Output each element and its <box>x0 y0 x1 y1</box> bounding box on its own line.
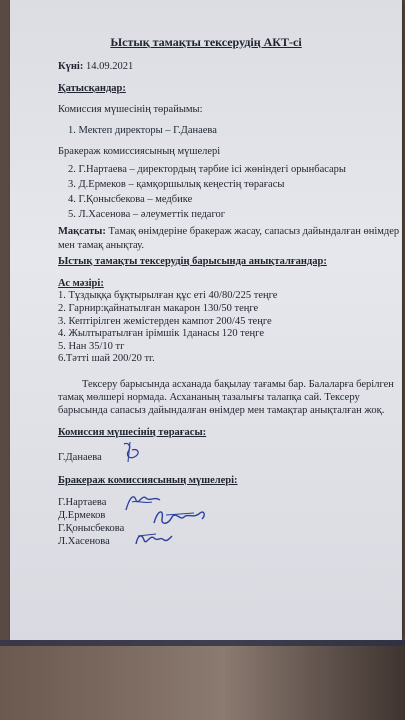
menu-item: 5. Нан 35/10 тг <box>58 341 125 352</box>
date-label: Күні: <box>58 61 84 72</box>
document-page <box>10 0 402 640</box>
menu-heading: Ас мәзірі: <box>58 278 104 289</box>
document-title: Ыстық тамақты тексерудің АКТ-сі <box>110 35 302 49</box>
member-sign-name: Л.Хасенова <box>58 536 110 547</box>
goal-line-1 <box>58 225 399 238</box>
member-item: 4. Г.Қоныcбекова – медбике <box>68 194 193 205</box>
members-sign-heading: Бракераж комиссиясының мүшелері: <box>58 475 238 486</box>
member-item: 5. Л.Хасенова – әлеуметтік педагог <box>68 209 226 220</box>
background-surface <box>0 640 405 720</box>
paragraph-line: Тексеру барысында асханада бақылау тағамы бар. Балаларға берілген <box>82 379 394 390</box>
menu-item: 2. Гарнир:қайнатылған макарон 130/50 теңге <box>58 303 259 314</box>
date-value: 14.09.2021 <box>85 61 134 72</box>
menu-item: 3. Кептірілген жемістерден кампот 200/45 теңге <box>58 316 272 327</box>
paragraph-line: тамақ мөлшері нормада. Асхананың тазалығы талапқа сай. Тексеру <box>58 392 360 403</box>
chair-item: 1. Мектеп директоры – Г.Данаева <box>68 125 217 136</box>
member-sign-name: Д.Ермеков <box>58 510 106 521</box>
menu-item: 1. Тұздыққа бұқтырылған құс еті 40/80/225 теңге <box>58 290 278 301</box>
goal-text-1: Тамақ өнімдеріне бракераж жасау, сапасыз дайындалған өнімдер <box>108 226 400 237</box>
signature-drawing <box>132 528 174 550</box>
chair-sign-name: Г.Данаева <box>58 452 102 463</box>
paragraph-line: барысында сапасыз дайындалған өнімдер мен тамақтар анықталған жоқ. <box>58 405 385 416</box>
members-heading: Бракераж комиссиясының мүшелері <box>58 146 221 157</box>
chair-heading: Комиссия мүшесінің төрайымы: <box>58 104 203 115</box>
goal-text-2: мен тамақ анықтау. <box>58 240 144 251</box>
member-sign-name: Г.Қоныcбекова <box>58 523 125 534</box>
member-item: 3. Д.Ермеков – қамқоршылық кеңестің төрағасы <box>68 179 285 190</box>
goal-label: Мақсаты: <box>58 226 106 237</box>
chair-sign-heading: Комиссия мүшесінің төрағасы: <box>58 427 207 438</box>
member-sign-name: Г.Нартаева <box>58 497 107 508</box>
signature-drawing <box>118 440 148 464</box>
member-item: 2. Г.Нартаева – директордың тәрбие ісі жөніндегі орынбасары <box>68 164 346 175</box>
menu-item: 4. Жылтыратылған ірімшік 1данасы 120 теңге <box>58 328 264 339</box>
findings-heading: Ыстық тамақты тексерудің барысында анықталғандар: <box>58 256 327 267</box>
menu-item: 6.Тәтті шай 200/20 тг. <box>58 353 155 364</box>
date-line <box>58 60 133 73</box>
participants-heading: Қатысқандар: <box>58 83 126 94</box>
page-edge <box>0 640 405 646</box>
